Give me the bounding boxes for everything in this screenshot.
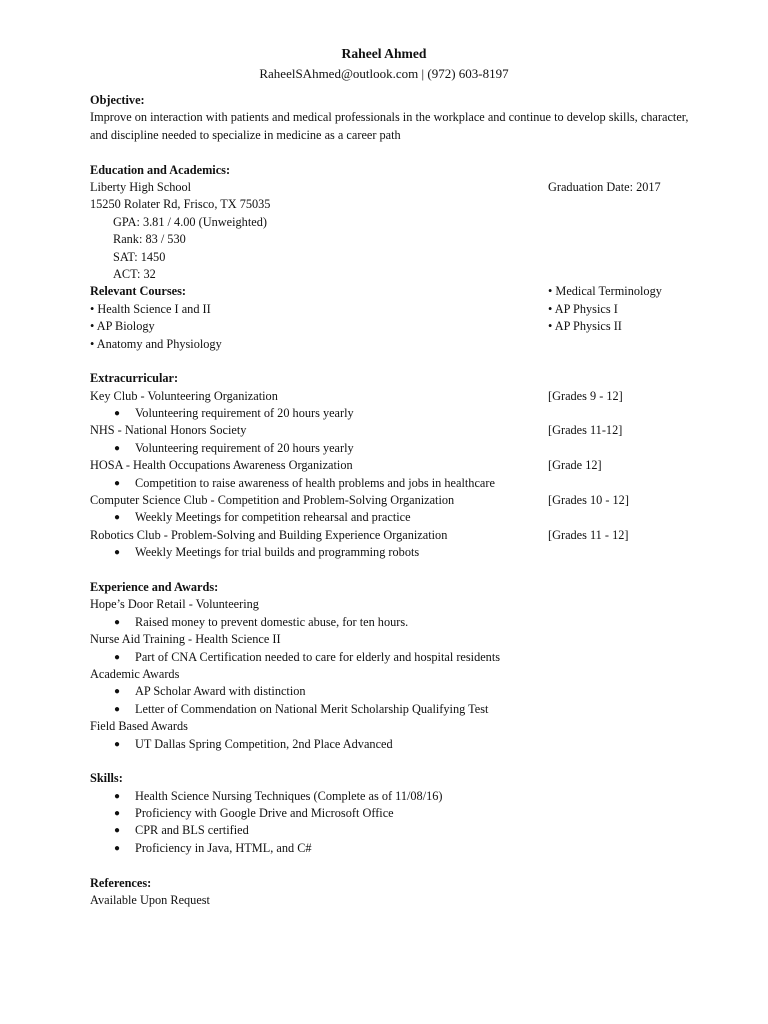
bullet-icon: ● bbox=[114, 790, 121, 802]
award-bullets bbox=[90, 736, 690, 753]
skill-text: Proficiency with Google Drive and Microsoft Office bbox=[135, 806, 394, 821]
activity-grades: [Grade 12] bbox=[548, 458, 602, 473]
references-heading: References: bbox=[90, 875, 152, 890]
activity-detail: Competition to raise awareness of health problems and jobs in healthcare bbox=[135, 475, 495, 490]
experience-heading: Experience and Awards: bbox=[90, 579, 219, 594]
activity-detail: Weekly Meetings for competition rehearsal and practice bbox=[135, 510, 411, 525]
bullet-icon: ● bbox=[114, 477, 121, 489]
course-item: • AP Biology bbox=[90, 319, 155, 334]
skills-heading: Skills: bbox=[90, 771, 123, 786]
resume-body bbox=[90, 92, 690, 909]
activity-grades: [Grades 11-12] bbox=[548, 423, 623, 438]
list-item bbox=[90, 405, 690, 422]
sat-score: SAT: 1450 bbox=[113, 249, 166, 264]
candidate-name: Raheel Ahmed bbox=[341, 46, 427, 61]
activity-grades: [Grades 9 - 12] bbox=[548, 388, 623, 403]
experience-detail: Raised money to prevent domestic abuse, for ten hours. bbox=[135, 614, 409, 629]
list-item bbox=[90, 805, 690, 822]
list-item bbox=[90, 509, 690, 526]
list-item bbox=[90, 475, 690, 492]
award-bullets bbox=[90, 683, 690, 718]
extracurricular-heading: Extracurricular: bbox=[90, 371, 179, 386]
rank: Rank: 83 / 530 bbox=[113, 232, 186, 247]
activity-bullets bbox=[90, 509, 690, 526]
contact-info: RaheelSAhmed@outlook.com | (972) 603-8197 bbox=[259, 66, 509, 81]
bullet-icon: ● bbox=[114, 651, 121, 663]
list-item bbox=[90, 614, 690, 631]
bullet-icon: ● bbox=[114, 703, 121, 715]
resume-header bbox=[0, 44, 768, 84]
objective-heading: Objective: bbox=[90, 93, 145, 107]
activity-detail: Weekly Meetings for trial builds and programming robots bbox=[135, 545, 420, 560]
activity-title: Key Club - Volunteering Organization bbox=[90, 388, 278, 403]
bullet-icon: ● bbox=[114, 686, 121, 698]
list-item bbox=[90, 440, 690, 457]
activity-bullets bbox=[90, 405, 690, 422]
experience-bullets bbox=[90, 649, 690, 666]
bullet-icon: ● bbox=[114, 616, 121, 628]
experience-bullets bbox=[90, 614, 690, 631]
list-item bbox=[90, 701, 690, 718]
list-item bbox=[90, 544, 690, 561]
experience-detail: Part of CNA Certification needed to care for elderly and hospital residents bbox=[135, 649, 501, 664]
experience-title: Nurse Aid Training - Health Science II bbox=[90, 632, 281, 647]
activity-detail: Volunteering requirement of 20 hours yearly bbox=[135, 406, 354, 421]
education-heading: Education and Academics: bbox=[90, 162, 231, 177]
gpa: GPA: 3.81 / 4.00 (Unweighted) bbox=[113, 214, 267, 229]
bullet-icon: ● bbox=[114, 547, 121, 559]
bullet-icon: ● bbox=[114, 825, 121, 837]
courses-right-column bbox=[548, 283, 662, 335]
school-address: 15250 Rolater Rd, Frisco, TX 75035 bbox=[90, 197, 271, 212]
activity-row bbox=[90, 492, 690, 509]
activity-grades: [Grades 11 - 12] bbox=[548, 527, 629, 542]
bullet-icon: ● bbox=[114, 808, 121, 820]
skill-text: Health Science Nursing Techniques (Complete as of 11/08/16) bbox=[135, 788, 443, 803]
course-item: • AP Physics I bbox=[548, 301, 618, 316]
award-detail: UT Dallas Spring Competition, 2nd Place Advanced bbox=[135, 736, 393, 751]
list-item bbox=[90, 840, 690, 857]
activity-title: NHS - National Honors Society bbox=[90, 423, 247, 438]
bullet-icon: ● bbox=[114, 408, 121, 420]
course-item: • Anatomy and Physiology bbox=[90, 336, 222, 351]
award-detail: AP Scholar Award with distinction bbox=[135, 684, 306, 699]
skill-text: CPR and BLS certified bbox=[135, 823, 249, 838]
list-item bbox=[90, 736, 690, 753]
activity-title: Computer Science Club - Competition and Problem-Solving Organization bbox=[90, 493, 455, 508]
activity-grades: [Grades 10 - 12] bbox=[548, 493, 629, 508]
references-text: Available Upon Request bbox=[90, 893, 210, 908]
bullet-icon: ● bbox=[114, 442, 121, 454]
activity-bullets bbox=[90, 544, 690, 561]
skills-list bbox=[90, 788, 690, 858]
course-item: • AP Physics II bbox=[548, 319, 622, 334]
list-item bbox=[90, 788, 690, 805]
activity-bullets bbox=[90, 475, 690, 492]
list-item bbox=[90, 683, 690, 700]
school-name: Liberty High School bbox=[90, 179, 192, 194]
school-row bbox=[90, 179, 690, 196]
bullet-icon: ● bbox=[114, 842, 121, 854]
courses-heading: Relevant Courses: bbox=[90, 284, 186, 299]
activity-title: Robotics Club - Problem-Solving and Building Experience Organization bbox=[90, 527, 448, 542]
activity-row bbox=[90, 457, 690, 474]
skill-text: Proficiency in Java, HTML, and C# bbox=[135, 840, 312, 855]
course-item: • Health Science I and II bbox=[90, 301, 211, 316]
activity-row bbox=[90, 527, 690, 544]
objective-text: Improve on interaction with patients and medical professionals in the workplace and continue to develop skills, character, and discipline needed to specialize in medicine as a career path bbox=[90, 110, 689, 142]
activity-bullets bbox=[90, 440, 690, 457]
activity-row bbox=[90, 388, 690, 405]
courses-left-column bbox=[90, 301, 222, 353]
experience-title: Hope’s Door Retail - Volunteering bbox=[90, 597, 259, 612]
activity-row bbox=[90, 422, 690, 439]
act-score: ACT: 32 bbox=[113, 266, 156, 281]
list-item bbox=[90, 649, 690, 666]
activity-detail: Volunteering requirement of 20 hours yearly bbox=[135, 440, 354, 455]
activity-title: HOSA - Health Occupations Awareness Organization bbox=[90, 458, 353, 473]
award-detail: Letter of Commendation on National Merit Scholarship Qualifying Test bbox=[135, 701, 489, 716]
graduation-date: Graduation Date: 2017 bbox=[548, 179, 661, 194]
bullet-icon: ● bbox=[114, 512, 121, 524]
course-item: • Medical Terminology bbox=[548, 284, 662, 299]
list-item bbox=[90, 822, 690, 839]
bullet-icon: ● bbox=[114, 738, 121, 750]
experience-title: Academic Awards bbox=[90, 666, 180, 681]
experience-title: Field Based Awards bbox=[90, 719, 188, 734]
